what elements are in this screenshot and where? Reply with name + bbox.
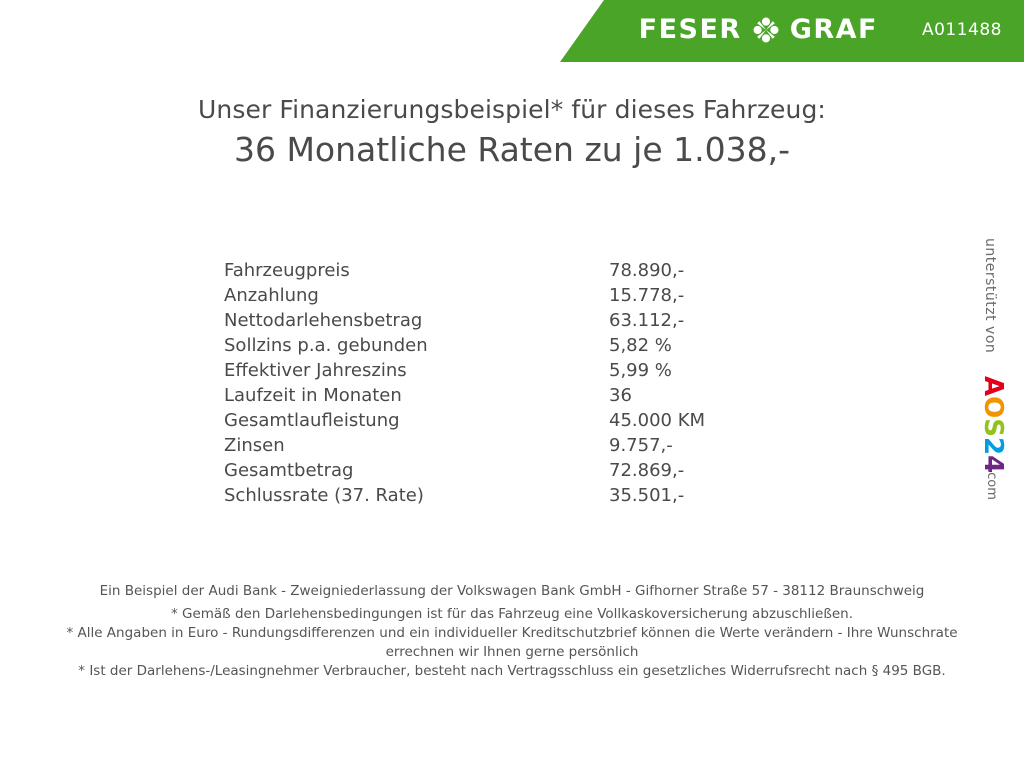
page-header [0,0,1024,62]
table-row [224,333,764,358]
logo-letter-o: O [978,396,1008,419]
row-label: Nettodarlehensbetrag [224,310,423,331]
table-row [224,358,764,383]
logo-letter-s: S [978,418,1008,437]
brand-name-left: FESER [638,14,742,45]
footnote-line-1: Ein Beispiel der Audi Bank - Zweigniederlassung der Volkswagen Bank GmbH - Gifhorner Straße 57 - 38112 Braunschweig [99,583,925,599]
logo-letter-2: 2 [978,436,1008,456]
row-value: 35.501,- [609,485,685,506]
row-label: Gesamtbetrag [224,460,354,481]
row-label: Sollzins p.a. gebunden [224,335,428,356]
footnote-line-4: * Ist der Darlehens-/Leasingnehmer Verbraucher, besteht nach Vertragsschluss ein gesetzliches Widerrufsrecht nach § 495 BGB. [78,663,946,679]
row-value: 15.778,- [609,285,685,306]
stock-number: A011488 [921,20,1002,40]
footnote-line-2: * Gemäß den Darlehensbedingungen ist für das Fahrzeug eine Vollkaskoversicherung abzuschließen. [170,606,854,622]
row-label: Fahrzeugpreis [224,260,350,281]
row-value: 5,82 % [609,335,672,356]
row-value: 63.112,- [609,310,685,331]
row-value: 36 [609,385,632,406]
logo-letter-4: 4 [978,455,1008,474]
row-label: Gesamtlaufleistung [224,410,400,431]
supporter-label: unterstützt von [982,238,998,354]
table-row [224,308,764,333]
table-row [224,258,764,283]
row-label: Anzahlung [224,285,319,306]
page-title [0,94,1024,172]
table-row [224,383,764,408]
title-line-1: Unser Finanzierungsbeispiel* für dieses Fahrzeug: [198,95,826,124]
footnote-line-3: * Alle Angaben in Euro - Rundungsdifferenzen und ein individueller Kreditschutzbrief können die Werte verändern - Ihre Wunschrate errechnen wir Ihnen gerne persönlich [66,625,958,660]
aos24-logo [978,376,1008,473]
title-line-2: 36 Monatliche Raten zu je 1.038,- [233,130,791,169]
row-label: Zinsen [224,435,285,456]
brand-name-right: GRAF [789,14,878,45]
row-value: 78.890,- [609,260,685,281]
row-label: Laufzeit in Monaten [224,385,402,406]
row-label: Schlussrate (37. Rate) [224,485,424,506]
row-value: 72.869,- [609,460,685,481]
clover-x-icon [753,17,779,43]
table-row [224,283,764,308]
footnotes [0,582,1024,681]
table-row [224,458,764,483]
logo-letter-a: A [978,376,1008,397]
row-value: 5,99 % [609,360,672,381]
finance-table [224,258,764,508]
row-value: 45.000 KM [609,410,706,431]
brand-logo [639,14,878,46]
supporter-badge [974,238,1018,538]
row-label: Effektiver Jahreszins [224,360,407,381]
table-row [224,408,764,433]
table-row [224,483,764,508]
row-value: 9.757,- [609,435,673,456]
supporter-domain: .com [984,468,999,500]
table-row [224,433,764,458]
